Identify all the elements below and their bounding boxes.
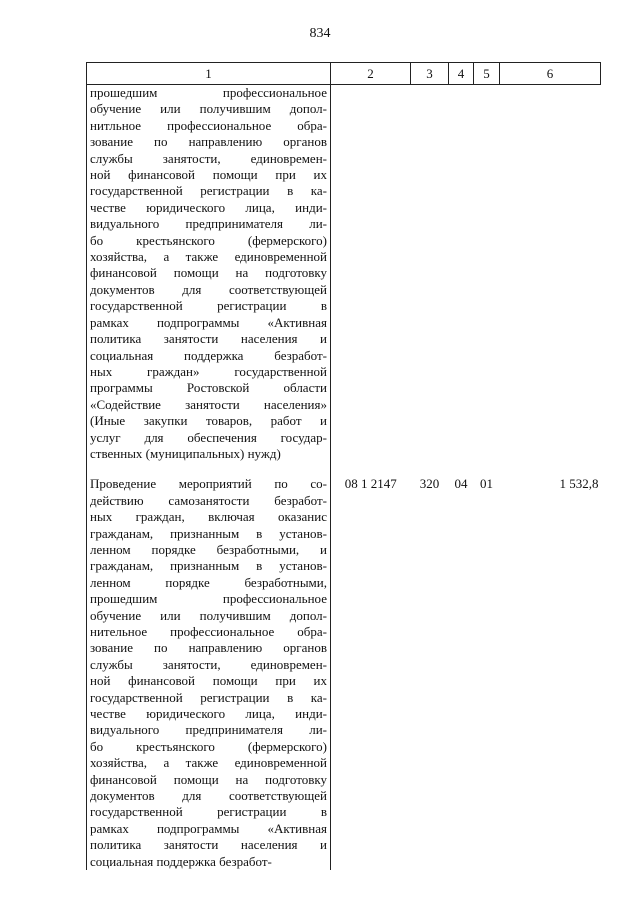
- description-line: нительное профессиональное обра-: [90, 624, 327, 639]
- subsection-cell: 01: [480, 476, 493, 492]
- description-line: гражданам, признанным в установ-: [90, 558, 327, 574]
- table-row: [87, 85, 601, 477]
- row-description: [87, 85, 331, 477]
- expense-type-cell: 320: [419, 476, 440, 492]
- target-article-cell: 08 1 2147: [344, 476, 397, 492]
- description-line: государственной регистрации в ка-: [90, 183, 327, 199]
- table-row: [87, 476, 601, 870]
- description-line: рамках подпрограммы «Активная: [90, 820, 327, 836]
- description-line: ной финансовой помощи при их: [90, 167, 327, 183]
- description-line: обучение или получившим допол-: [90, 101, 327, 117]
- column-header-2: 2: [331, 63, 411, 85]
- expense-type-cell: [411, 85, 449, 477]
- description-line: ленном порядке безработными,: [90, 574, 327, 590]
- description-line: бо крестьянского (фермерского): [90, 232, 327, 248]
- section-cell: 04: [454, 476, 468, 492]
- description-line: хозяйства, а также единовременной: [90, 249, 327, 265]
- description-line: Проведение мероприятий по со-: [90, 476, 327, 492]
- description-line: государственной регистрации в: [90, 804, 327, 820]
- amount-cell: 1 532,8: [559, 476, 599, 492]
- description-line: видуального предпринимателя ли-: [90, 216, 327, 232]
- description-line: социальная поддержка безработ-: [90, 853, 272, 869]
- description-line: финансовой помощи на подготовку: [90, 771, 327, 787]
- column-header-5: 5: [474, 63, 500, 85]
- description-line: политика занятости населения и: [90, 331, 327, 347]
- description-line: зование по направлению органов: [90, 134, 327, 150]
- subsection-cell: [474, 85, 500, 477]
- description-line: прошедшим профессиональное: [90, 85, 327, 100]
- page-number: 834: [309, 26, 331, 41]
- description-line: государственной регистрации в ка-: [90, 689, 327, 705]
- row-description: [87, 476, 331, 870]
- amount-cell: [500, 85, 601, 477]
- description-line: честве юридического лица, инди-: [90, 706, 327, 722]
- column-header-4: 4: [449, 63, 474, 85]
- description-line: хозяйства, а также единовременной: [90, 755, 327, 771]
- description-line: честве юридического лица, инди-: [90, 199, 327, 215]
- description-line: государственной регистрации в: [90, 298, 327, 314]
- description-line: (Иные закупки товаров, работ и: [90, 413, 327, 429]
- description-line: нитльное профессиональное обра-: [90, 117, 327, 133]
- description-line: ной финансовой помощи при их: [90, 673, 327, 689]
- section-cell: [449, 85, 474, 477]
- column-header-6: 6: [500, 63, 601, 85]
- column-header-3: 3: [411, 63, 449, 85]
- column-header-1: 1: [87, 63, 331, 85]
- description-line: обучение или получившим допол-: [90, 607, 327, 623]
- column-number-row: [87, 63, 601, 85]
- description-line: социальная поддержка безработ-: [90, 347, 327, 363]
- budget-table: [86, 62, 601, 870]
- description-line: политика занятости населения и: [90, 837, 327, 853]
- target-article-cell: [331, 85, 411, 477]
- description-line: гражданам, признанным в установ-: [90, 525, 327, 541]
- description-line: «Содействие занятости населения»: [90, 396, 327, 412]
- description-line: услуг для обеспечения государ-: [90, 429, 327, 445]
- description-line: прошедшим профессиональное: [90, 591, 327, 607]
- description-line: финансовой помощи на подготовку: [90, 265, 327, 281]
- description-line: ных граждан» государственной: [90, 363, 327, 379]
- description-line: документов для соответствующей: [90, 281, 327, 297]
- description-line: ственных (муниципальных) нужд): [90, 445, 281, 461]
- description-line: ных граждан, включая оказанис: [90, 509, 327, 525]
- description-line: программы Ростовской области: [90, 380, 327, 396]
- description-line: ленном порядке безработными, и: [90, 541, 327, 557]
- description-line: службы занятости, единовремен-: [90, 150, 327, 166]
- description-line: действию самозанятости безработ-: [90, 492, 327, 508]
- description-line: рамках подпрограммы «Активная: [90, 314, 327, 330]
- description-line: документов для соответствующей: [90, 788, 327, 804]
- description-line: службы занятости, единовремен-: [90, 656, 327, 672]
- description-line: зование по направлению органов: [90, 640, 327, 656]
- description-line: бо крестьянского (фермерского): [90, 738, 327, 754]
- description-line: видуального предпринимателя ли-: [90, 722, 327, 738]
